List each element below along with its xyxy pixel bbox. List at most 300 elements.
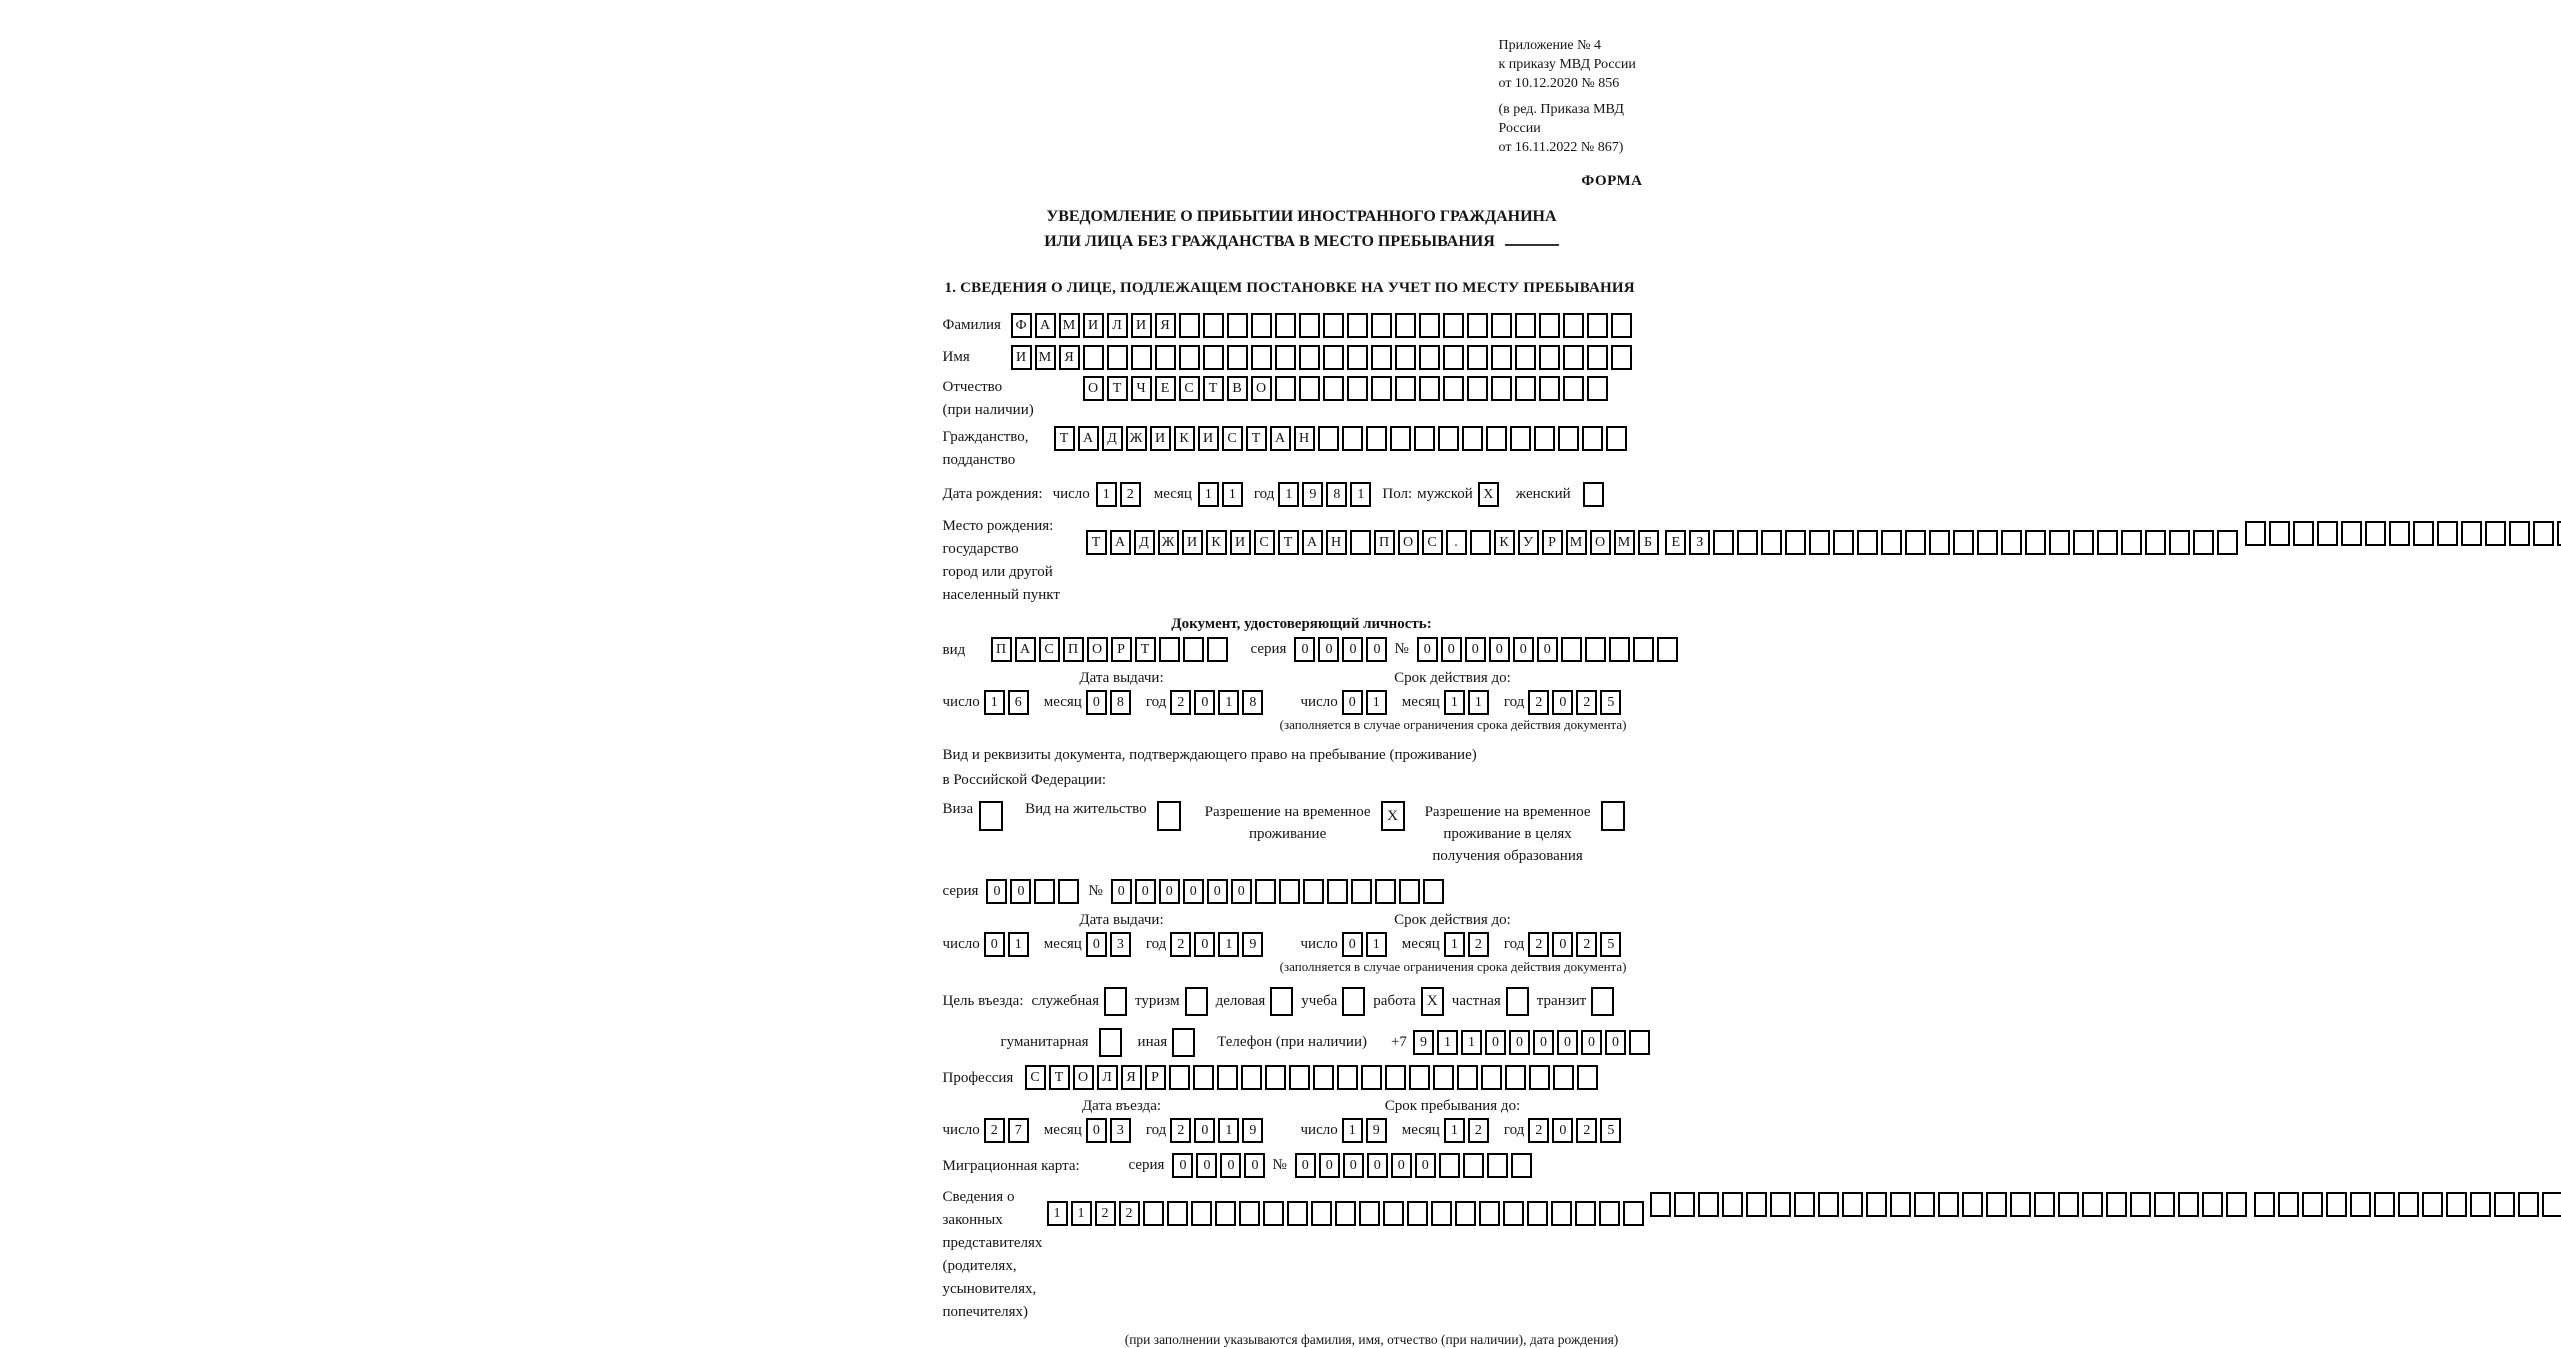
char-cell xyxy=(1183,637,1204,662)
citizenship-label xyxy=(943,426,1054,472)
char-cell: 2 xyxy=(1528,1118,1549,1143)
char-cell: 0 xyxy=(1086,1118,1107,1143)
valid-until-heading: Срок действия до: xyxy=(1301,912,1661,929)
char-cell: И xyxy=(1011,345,1032,370)
birth-place-cells-row3 xyxy=(2245,521,2561,546)
representatives-cells-row3 xyxy=(2254,1192,2561,1217)
char-cell: 0 xyxy=(1194,1118,1215,1143)
representatives-label-line4: (родителях, xyxy=(943,1255,1047,1278)
permit-series-label: серия xyxy=(943,883,979,900)
char-cell xyxy=(1534,426,1555,451)
day-label: число xyxy=(1301,936,1338,953)
char-cell xyxy=(1551,1201,1572,1226)
char-cell xyxy=(1770,1192,1791,1217)
char-cell xyxy=(2350,1192,2371,1217)
char-cell: 5 xyxy=(1600,1118,1621,1143)
char-cell: 0 xyxy=(1552,690,1573,715)
given-name-cells xyxy=(1011,345,1635,370)
residence-doc-options xyxy=(943,801,1661,867)
char-cell: Л xyxy=(1097,1065,1118,1090)
purpose-other-checkbox xyxy=(1172,1028,1195,1057)
char-cell xyxy=(1467,345,1488,370)
profession-cells xyxy=(1025,1065,1601,1090)
char-cell: 2 xyxy=(1576,690,1597,715)
char-cell: Я xyxy=(1121,1065,1142,1090)
char-cell xyxy=(2193,530,2214,555)
stay-month-cells xyxy=(1444,1118,1492,1143)
char-cell xyxy=(1539,345,1560,370)
char-cell xyxy=(1323,345,1344,370)
char-cell xyxy=(1698,1192,1719,1217)
representatives-label-line2: законных xyxy=(943,1209,1047,1232)
citizenship-label-line1: Гражданство, xyxy=(943,426,1054,449)
char-cell xyxy=(1794,1192,1815,1217)
char-cell xyxy=(2049,530,2070,555)
char-cell xyxy=(1335,1201,1356,1226)
permit-expiry-date xyxy=(1301,932,1625,957)
purpose-business-checkbox xyxy=(1270,987,1293,1016)
birth-place-cells xyxy=(1086,515,2561,555)
char-cell xyxy=(1713,530,1734,555)
char-cell xyxy=(1470,530,1491,555)
char-cell: 1 xyxy=(1071,1201,1092,1226)
issue-date-heading: Дата выдачи: xyxy=(943,912,1301,929)
char-cell: О xyxy=(1073,1065,1094,1090)
char-cell: 0 xyxy=(1415,1153,1436,1178)
char-cell: И xyxy=(1230,530,1251,555)
char-cell: 9 xyxy=(1366,1118,1387,1143)
birth-place-label xyxy=(943,515,1086,607)
char-cell xyxy=(1599,1201,1620,1226)
edu-permit-label-line3: получения образования xyxy=(1425,845,1591,867)
char-cell: 0 xyxy=(1135,879,1156,904)
form-page xyxy=(943,36,1661,1348)
char-cell: 9 xyxy=(1242,1118,1263,1143)
char-cell xyxy=(1585,637,1606,662)
char-cell: Т xyxy=(1278,530,1299,555)
char-cell xyxy=(1857,530,1878,555)
permit-issue-month-cells xyxy=(1086,932,1134,957)
char-cell: А xyxy=(1015,637,1036,662)
residence-doc-date-headings xyxy=(943,912,1661,929)
char-cell xyxy=(1083,345,1104,370)
char-cell xyxy=(1737,530,1758,555)
char-cell: 0 xyxy=(1207,879,1228,904)
purpose-work-label: работа xyxy=(1373,993,1416,1010)
char-cell: 0 xyxy=(1086,932,1107,957)
char-cell xyxy=(1953,530,1974,555)
char-cell: А xyxy=(1110,530,1131,555)
char-cell: 0 xyxy=(1086,690,1107,715)
char-cell xyxy=(1515,313,1536,338)
char-cell xyxy=(1179,313,1200,338)
representatives-row xyxy=(943,1186,1661,1324)
permit-restriction-note: (заполняется в случае ограничения срока действия документа) xyxy=(943,959,1661,975)
char-cell xyxy=(1361,1065,1382,1090)
char-cell xyxy=(1487,1153,1508,1178)
annex-block xyxy=(1499,36,1661,157)
char-cell xyxy=(1287,1201,1308,1226)
char-cell xyxy=(2374,1192,2395,1217)
char-cell xyxy=(1563,376,1584,401)
char-cell xyxy=(1414,426,1435,451)
profession-label: Профессия xyxy=(943,1066,1025,1090)
char-cell xyxy=(1491,345,1512,370)
char-cell xyxy=(1629,1030,1650,1055)
char-cell xyxy=(1193,1065,1214,1090)
char-cell xyxy=(2302,1192,2323,1217)
char-cell: 1 xyxy=(1008,932,1029,957)
char-cell: З xyxy=(1689,530,1710,555)
char-cell xyxy=(1313,1065,1334,1090)
char-cell: Р xyxy=(1542,530,1563,555)
char-cell: П xyxy=(991,637,1012,662)
birth-year-label: год xyxy=(1254,486,1274,503)
char-cell xyxy=(2317,521,2338,546)
phone-cells xyxy=(1413,1030,1653,1055)
char-cell: 1 xyxy=(1222,482,1243,507)
char-cell: 0 xyxy=(1318,637,1339,662)
char-cell xyxy=(2082,1192,2103,1217)
char-cell xyxy=(1359,1201,1380,1226)
char-cell xyxy=(1503,1201,1524,1226)
char-cell xyxy=(1350,530,1371,555)
birth-day-cells xyxy=(1096,482,1144,507)
char-cell: И xyxy=(1083,313,1104,338)
char-cell xyxy=(1539,313,1560,338)
birth-place-row xyxy=(943,515,1661,607)
char-cell: 1 xyxy=(1468,690,1489,715)
identity-issue-month-cells xyxy=(1086,690,1134,715)
char-cell: Т xyxy=(1049,1065,1070,1090)
identity-restriction-note: (заполняется в случае ограничения срока действия документа) xyxy=(943,717,1661,733)
char-cell: 1 xyxy=(1047,1201,1068,1226)
doc-type-cells xyxy=(991,637,1231,662)
residence-doc-series-row xyxy=(943,879,1661,904)
char-cell xyxy=(2154,1192,2175,1217)
revision-line-1: (в ред. Приказа МВД России xyxy=(1499,100,1661,138)
char-cell: Ч xyxy=(1131,376,1152,401)
char-cell xyxy=(1914,1192,1935,1217)
char-cell: 0 xyxy=(1342,690,1363,715)
migration-number-cells xyxy=(1295,1153,1535,1178)
given-name-label: Имя xyxy=(943,345,1011,369)
phone-label: Телефон (при наличии) xyxy=(1217,1034,1367,1051)
char-cell: О xyxy=(1398,530,1419,555)
char-cell xyxy=(1034,879,1055,904)
char-cell: 0 xyxy=(1231,879,1252,904)
char-cell xyxy=(2269,521,2290,546)
birth-place-cells-row2 xyxy=(1665,530,2241,555)
char-cell xyxy=(1611,313,1632,338)
char-cell: Т xyxy=(1135,637,1156,662)
char-cell xyxy=(1203,345,1224,370)
char-cell: К xyxy=(1494,530,1515,555)
char-cell: Т xyxy=(1203,376,1224,401)
char-cell xyxy=(2494,1192,2515,1217)
char-cell: У xyxy=(1518,530,1539,555)
char-cell: Т xyxy=(1246,426,1267,451)
representatives-label-line1: Сведения о xyxy=(943,1186,1047,1209)
gender-label: Пол: xyxy=(1382,486,1412,503)
day-label: число xyxy=(943,694,980,711)
purpose-transit-checkbox xyxy=(1591,987,1614,1016)
char-cell: В xyxy=(1227,376,1248,401)
char-cell xyxy=(1491,313,1512,338)
char-cell xyxy=(1383,1201,1404,1226)
char-cell: 0 xyxy=(1509,1030,1530,1055)
char-cell: 0 xyxy=(1244,1153,1265,1178)
gender-male-label: мужской xyxy=(1417,486,1473,503)
char-cell: К xyxy=(1206,530,1227,555)
char-cell xyxy=(1419,345,1440,370)
char-cell xyxy=(1385,1065,1406,1090)
birth-place-label-line3: город или другой xyxy=(943,561,1086,584)
char-cell xyxy=(2470,1192,2491,1217)
char-cell xyxy=(2034,1192,2055,1217)
patronymic-label-line1: Отчество xyxy=(943,376,1083,399)
stay-until-heading: Срок пребывания до: xyxy=(1301,1098,1661,1115)
char-cell: 2 xyxy=(1170,690,1191,715)
issue-date-heading: Дата выдачи: xyxy=(943,670,1301,687)
purpose-label: Цель въезда: xyxy=(943,993,1024,1010)
char-cell xyxy=(1275,345,1296,370)
char-cell xyxy=(2121,530,2142,555)
char-cell xyxy=(1433,1065,1454,1090)
char-cell: 5 xyxy=(1600,690,1621,715)
char-cell: 6 xyxy=(1008,690,1029,715)
residence-doc-intro-line2: в Российской Федерации: xyxy=(943,768,1661,793)
char-cell: 0 xyxy=(1581,1030,1602,1055)
char-cell xyxy=(1467,313,1488,338)
char-cell xyxy=(2025,530,2046,555)
representatives-label xyxy=(943,1186,1047,1324)
char-cell: С xyxy=(1422,530,1443,555)
migration-card-row xyxy=(943,1153,1661,1178)
char-cell xyxy=(1443,345,1464,370)
char-cell xyxy=(1561,637,1582,662)
char-cell: С xyxy=(1254,530,1275,555)
char-cell: 2 xyxy=(1095,1201,1116,1226)
char-cell: 0 xyxy=(1391,1153,1412,1178)
char-cell xyxy=(2145,530,2166,555)
edu-permit-label xyxy=(1425,801,1591,867)
char-cell: Н xyxy=(1294,426,1315,451)
char-cell xyxy=(1275,376,1296,401)
char-cell xyxy=(1563,345,1584,370)
char-cell: 0 xyxy=(1319,1153,1340,1178)
citizenship-label-line2: подданство xyxy=(943,449,1054,472)
char-cell xyxy=(1371,376,1392,401)
birth-date-label: Дата рождения: xyxy=(943,486,1043,503)
entry-dates xyxy=(943,1118,1661,1143)
char-cell: 0 xyxy=(1552,932,1573,957)
patronymic-label xyxy=(943,376,1083,422)
form-title-line2-text: ИЛИ ЛИЦА БЕЗ ГРАЖДАНСТВА В МЕСТО ПРЕБЫВАНИЯ xyxy=(1044,233,1495,250)
char-cell: Б xyxy=(1638,530,1659,555)
char-cell: К xyxy=(1174,426,1195,451)
char-cell: М xyxy=(1614,530,1635,555)
char-cell: 7 xyxy=(1008,1118,1029,1143)
char-cell: 9 xyxy=(1302,482,1323,507)
char-cell xyxy=(1207,637,1228,662)
char-cell xyxy=(1323,313,1344,338)
char-cell: 1 xyxy=(1444,690,1465,715)
char-cell: Н xyxy=(1326,530,1347,555)
day-label: число xyxy=(1301,694,1338,711)
char-cell xyxy=(1347,313,1368,338)
char-cell xyxy=(1423,879,1444,904)
temp-permit-checkbox: X xyxy=(1381,801,1405,831)
char-cell: 2 xyxy=(1528,932,1549,957)
patronymic-label-line2: (при наличии) xyxy=(943,399,1083,422)
visa-label: Виза xyxy=(943,801,974,818)
residence-permit-option xyxy=(1025,801,1180,831)
char-cell: 8 xyxy=(1242,690,1263,715)
birth-month-label: месяц xyxy=(1154,486,1192,503)
purpose-humanitarian-label: гуманитарная xyxy=(1001,1034,1089,1051)
char-cell xyxy=(1443,313,1464,338)
char-cell xyxy=(1167,1201,1188,1226)
char-cell xyxy=(1986,1192,2007,1217)
char-cell xyxy=(1633,637,1654,662)
char-cell xyxy=(1203,313,1224,338)
char-cell: 2 xyxy=(984,1118,1005,1143)
char-cell xyxy=(2422,1192,2443,1217)
char-cell: 1 xyxy=(1366,932,1387,957)
char-cell: 3 xyxy=(1110,932,1131,957)
char-cell xyxy=(1239,1201,1260,1226)
temp-permit-option xyxy=(1205,801,1405,845)
char-cell xyxy=(2293,521,2314,546)
purpose-work-checkbox: X xyxy=(1421,987,1444,1016)
char-cell xyxy=(1818,1192,1839,1217)
char-cell: И xyxy=(1150,426,1171,451)
visa-option xyxy=(943,801,1004,831)
char-cell: 0 xyxy=(1342,932,1363,957)
char-cell: 0 xyxy=(1159,879,1180,904)
char-cell: 0 xyxy=(1342,637,1363,662)
forma-label: ФОРМА xyxy=(943,173,1661,190)
doc-series-label: серия xyxy=(1251,641,1287,658)
char-cell: 0 xyxy=(1220,1153,1241,1178)
char-cell xyxy=(1299,313,1320,338)
char-cell xyxy=(1179,345,1200,370)
char-cell xyxy=(1539,376,1560,401)
profession-row xyxy=(943,1065,1661,1090)
char-cell xyxy=(1486,426,1507,451)
char-cell: 2 xyxy=(1576,932,1597,957)
representatives-cells-row1 xyxy=(1047,1201,1647,1226)
char-cell xyxy=(1890,1192,1911,1217)
char-cell: С xyxy=(1025,1065,1046,1090)
birth-day-label: число xyxy=(1053,486,1090,503)
char-cell xyxy=(2461,521,2482,546)
gender-male-checkbox: X xyxy=(1478,482,1499,507)
char-cell xyxy=(1395,313,1416,338)
char-cell: Ж xyxy=(1126,426,1147,451)
residence-doc-dates xyxy=(943,932,1661,957)
temp-permit-label xyxy=(1205,801,1371,845)
char-cell: 0 xyxy=(986,879,1007,904)
citizenship-row xyxy=(943,426,1661,472)
annex-line-3: от 10.12.2020 № 856 xyxy=(1499,74,1661,93)
char-cell xyxy=(1962,1192,1983,1217)
char-cell xyxy=(1563,313,1584,338)
char-cell xyxy=(1395,376,1416,401)
char-cell xyxy=(1462,426,1483,451)
char-cell xyxy=(1722,1192,1743,1217)
purpose-official-label: служебная xyxy=(1031,993,1099,1010)
char-cell: А xyxy=(1270,426,1291,451)
char-cell: 1 xyxy=(1444,932,1465,957)
char-cell xyxy=(1842,1192,1863,1217)
entry-day-cells xyxy=(984,1118,1032,1143)
valid-until-heading: Срок действия до: xyxy=(1301,670,1661,687)
edu-permit-label-line1: Разрешение на временное xyxy=(1425,801,1591,823)
identity-expiry-date xyxy=(1301,690,1625,715)
migration-card-label: Миграционная карта: xyxy=(943,1154,1129,1178)
char-cell xyxy=(1395,345,1416,370)
char-cell xyxy=(2557,521,2561,546)
representatives-label-line6: попечителях) xyxy=(943,1301,1047,1324)
purpose-study-checkbox xyxy=(1342,987,1365,1016)
char-cell: Т xyxy=(1086,530,1107,555)
char-cell xyxy=(1289,1065,1310,1090)
char-cell xyxy=(2389,521,2410,546)
year-label: год xyxy=(1504,1122,1524,1139)
identity-issue-day-cells xyxy=(984,690,1032,715)
char-cell xyxy=(1439,1153,1460,1178)
temp-permit-label-line1: Разрешение на временное xyxy=(1205,801,1371,823)
char-cell: 3 xyxy=(1110,1118,1131,1143)
char-cell xyxy=(2326,1192,2347,1217)
char-cell: Л xyxy=(1107,313,1128,338)
stay-year-cells xyxy=(1528,1118,1624,1143)
char-cell xyxy=(1265,1065,1286,1090)
char-cell: Ж xyxy=(1158,530,1179,555)
char-cell xyxy=(2245,521,2266,546)
char-cell: 0 xyxy=(1194,690,1215,715)
char-cell xyxy=(1467,376,1488,401)
char-cell xyxy=(1251,345,1272,370)
char-cell: 8 xyxy=(1110,690,1131,715)
char-cell xyxy=(1881,530,1902,555)
char-cell xyxy=(2010,1192,2031,1217)
identity-doc-date-headings xyxy=(943,670,1661,687)
gender-female-label: женский xyxy=(1516,486,1571,503)
char-cell xyxy=(1746,1192,1767,1217)
purpose-private-label: частная xyxy=(1452,993,1501,1010)
char-cell xyxy=(2278,1192,2299,1217)
char-cell: М xyxy=(1035,345,1056,370)
char-cell xyxy=(1227,345,1248,370)
doc-number-cells xyxy=(1417,637,1681,662)
char-cell: . xyxy=(1446,530,1467,555)
char-cell xyxy=(1409,1065,1430,1090)
char-cell xyxy=(1505,1065,1526,1090)
char-cell: 0 xyxy=(984,932,1005,957)
entry-date-heading: Дата въезда: xyxy=(943,1098,1301,1115)
surname-label: Фамилия xyxy=(943,313,1011,337)
char-cell xyxy=(1606,426,1627,451)
char-cell xyxy=(1191,1201,1212,1226)
char-cell xyxy=(1938,1192,1959,1217)
char-cell: О xyxy=(1087,637,1108,662)
patronymic-cells xyxy=(1083,376,1611,401)
char-cell xyxy=(1371,313,1392,338)
char-cell: И xyxy=(1198,426,1219,451)
